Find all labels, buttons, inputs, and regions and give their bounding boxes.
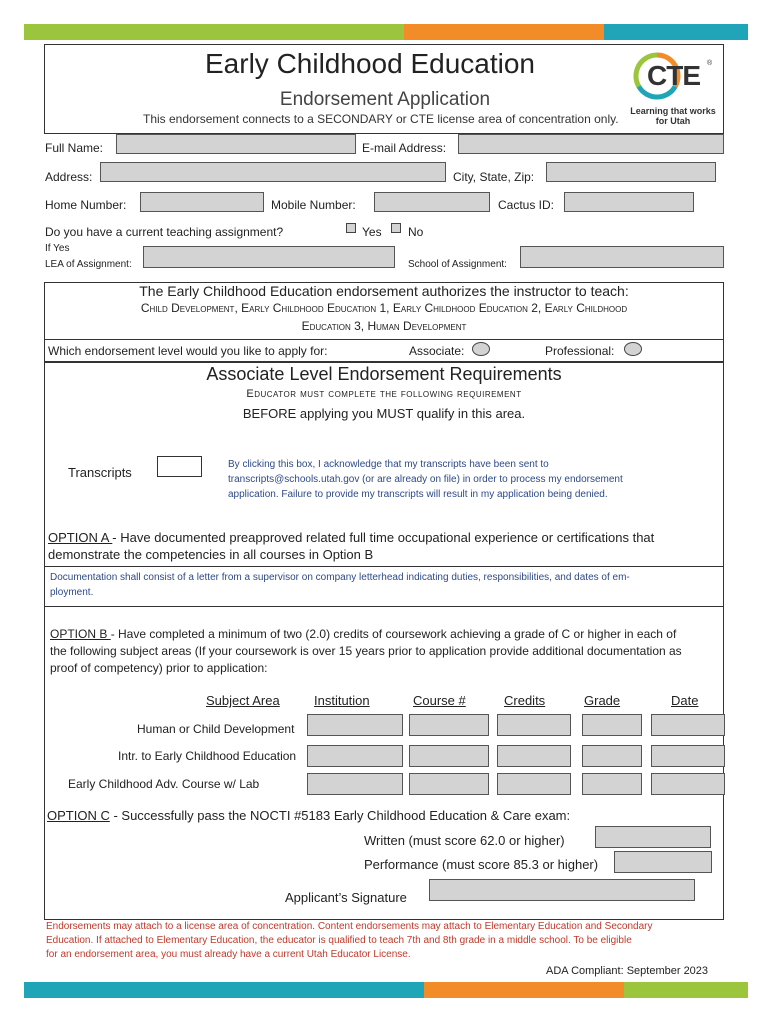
transcripts-note-3: application. Failure to provide my transcripts will result in my application being denied. <box>228 489 608 500</box>
professional-radio[interactable] <box>624 342 642 356</box>
transcripts-label: Transcripts <box>68 465 132 480</box>
transcripts-note-1: By clicking this box, I acknowledge that my transcripts have been sent to <box>228 459 549 470</box>
option-c-label: OPTION C <box>47 808 110 823</box>
option-a-doc-2: ployment. <box>50 587 94 598</box>
written-score-field[interactable] <box>595 826 711 848</box>
option-a-label: OPTION A <box>48 530 113 545</box>
option-a-doc <box>50 570 630 600</box>
cte-registered: ® <box>707 60 713 67</box>
full-name-label: Full Name: <box>45 141 104 155</box>
option-a-divider <box>44 566 724 567</box>
option-c-text <box>47 808 570 823</box>
lea-field[interactable] <box>143 246 395 268</box>
authorize-divider <box>44 339 724 340</box>
license-notice-1: Endorsements may attach to a license area of concentration. Content endorsements may attach to Elementary Education and Secondary <box>46 921 653 932</box>
school-label: School of Assignment: <box>408 259 507 270</box>
address-field[interactable] <box>100 162 446 182</box>
option-b-text <box>50 626 682 677</box>
row-subject-1: Human or Child Development <box>137 722 295 736</box>
row-subject-2: Intr. to Early Childhood Education <box>118 749 297 763</box>
row-subject-3: Early Childhood Adv. Course w/ Lab <box>68 777 260 791</box>
signature-label: Applicant’s Signature <box>285 890 407 905</box>
associate-radio[interactable] <box>472 342 490 356</box>
address-label: Address: <box>45 170 93 184</box>
license-notice-2: Education. If attached to Elementary Education, the educator is qualified to teach 7th and 8th grade in a middle school. To be eligible <box>46 935 632 946</box>
mobile-number-label: Mobile Number: <box>271 198 356 212</box>
top-color-bar <box>24 24 748 40</box>
row1-grade-field[interactable] <box>582 714 642 736</box>
option-b-text-3: proof of competency) prior to application: <box>50 661 268 675</box>
associate-label: Associate: <box>409 344 465 358</box>
row3-course-field[interactable] <box>409 773 489 795</box>
level-question: Which endorsement level would you like to apply for: <box>48 344 328 358</box>
bottom-bar-green <box>624 982 748 998</box>
home-number-label: Home Number: <box>45 198 127 212</box>
bottom-bar-orange <box>424 982 624 998</box>
school-field[interactable] <box>520 246 724 268</box>
requirements-sub2: BEFORE applying you MUST qualify in this area. <box>242 406 526 421</box>
written-score-label: Written (must score 62.0 or higher) <box>364 833 565 848</box>
bar-green <box>24 24 404 40</box>
home-number-field[interactable] <box>140 192 264 212</box>
cactus-id-label: Cactus ID: <box>498 198 555 212</box>
license-notice-3: for an endorsement area, you must already have a current Utah Educator License. <box>46 949 411 960</box>
cte-logo-text: CTE <box>647 60 700 91</box>
row3-institution-field[interactable] <box>307 773 403 795</box>
performance-score-label: Performance (must score 85.3 or higher) <box>364 857 599 872</box>
city-field[interactable] <box>546 162 716 182</box>
option-b-text-1: - Have completed a minimum of two (2.0) credits of coursework achieving a grade of C or higher in each of <box>110 627 677 641</box>
bar-orange <box>404 24 604 40</box>
option-b-text-2: the following subject areas (If your coursework is over 15 years prior to application provide additional documentation as <box>50 644 682 658</box>
row3-date-field[interactable] <box>651 773 725 795</box>
page-subtitle: Endorsement Application <box>279 89 491 110</box>
signature-field[interactable] <box>429 879 695 901</box>
email-label: E-mail Address: <box>362 141 447 155</box>
row2-grade-field[interactable] <box>582 745 642 767</box>
professional-label: Professional: <box>545 344 615 358</box>
if-yes-label: If Yes <box>45 243 70 254</box>
cactus-id-field[interactable] <box>564 192 694 212</box>
transcripts-note-2: transcripts@schools.utah.gov (or are already on file) in order to process my endorsement <box>228 474 623 485</box>
option-a-text <box>48 529 654 563</box>
cte-tagline-2: for Utah <box>655 116 691 126</box>
cte-tagline-1: Learning that works <box>630 106 716 116</box>
col-course-number: Course # <box>413 693 466 708</box>
row3-grade-field[interactable] <box>582 773 642 795</box>
transcripts-checkbox[interactable] <box>157 456 202 477</box>
cte-logo <box>633 52 715 100</box>
yes-label: Yes <box>362 225 382 239</box>
row1-credits-field[interactable] <box>497 714 571 736</box>
transcripts-note <box>228 457 623 502</box>
row3-credits-field[interactable] <box>497 773 571 795</box>
header-note: This endorsement connects to a SECONDARY or CTE license area of concentration only. <box>143 112 619 126</box>
row1-institution-field[interactable] <box>307 714 403 736</box>
requirements-sub1: Educator must complete the following requirement <box>246 388 522 400</box>
mobile-number-field[interactable] <box>374 192 490 212</box>
row2-date-field[interactable] <box>651 745 725 767</box>
bar-teal <box>604 24 748 40</box>
col-grade: Grade <box>584 693 621 708</box>
city-label: City, State, Zip: <box>453 170 535 184</box>
row1-date-field[interactable] <box>651 714 725 736</box>
authorize-courses-1: Child Development, Early Childhood Education 1, Early Childhood Education 2, Early Childhood <box>140 301 628 315</box>
performance-score-field[interactable] <box>614 851 712 873</box>
bottom-color-bar <box>24 982 748 998</box>
option-a-text-1: - Have documented preapproved related full time occupational experience or certifications that <box>112 530 655 545</box>
option-c-description: - Successfully pass the NOCTI #5183 Early Childhood Education & Care exam: <box>109 808 571 823</box>
bottom-bar-teal <box>24 982 424 998</box>
row2-course-field[interactable] <box>409 745 489 767</box>
row2-credits-field[interactable] <box>497 745 571 767</box>
col-subject-area: Subject Area <box>206 693 280 708</box>
col-institution: Institution <box>314 693 370 708</box>
lea-label: LEA of Assignment: <box>45 259 132 270</box>
page-title: Early Childhood Education <box>205 48 535 79</box>
option-a-doc-1: Documentation shall consist of a letter from a supervisor on company letterhead indicating duties, responsibilities, and dates of em- <box>50 572 630 583</box>
ada-compliance: ADA Compliant: September 2023 <box>546 965 709 977</box>
yes-checkbox[interactable] <box>346 223 356 233</box>
row1-course-field[interactable] <box>409 714 489 736</box>
license-notice <box>46 920 652 962</box>
cte-tagline <box>628 106 718 126</box>
authorize-courses-2: Education 3, Human Development <box>301 319 467 333</box>
no-label: No <box>408 225 424 239</box>
email-field[interactable] <box>458 134 724 154</box>
teaching-question: Do you have a current teaching assignment? <box>45 225 284 239</box>
col-credits: Credits <box>504 693 546 708</box>
col-date: Date <box>671 693 699 708</box>
option-b-label: OPTION B <box>50 627 111 641</box>
row2-institution-field[interactable] <box>307 745 403 767</box>
no-checkbox[interactable] <box>391 223 401 233</box>
authorize-heading: The Early Childhood Education endorsement authorizes the instructor to teach: <box>139 283 629 299</box>
full-name-field[interactable] <box>116 134 356 154</box>
requirements-heading: Associate Level Endorsement Requirements <box>206 364 562 384</box>
option-a-divider-bottom <box>44 606 724 607</box>
option-a-text-2: demonstrate the competencies in all courses in Option B <box>48 547 374 562</box>
